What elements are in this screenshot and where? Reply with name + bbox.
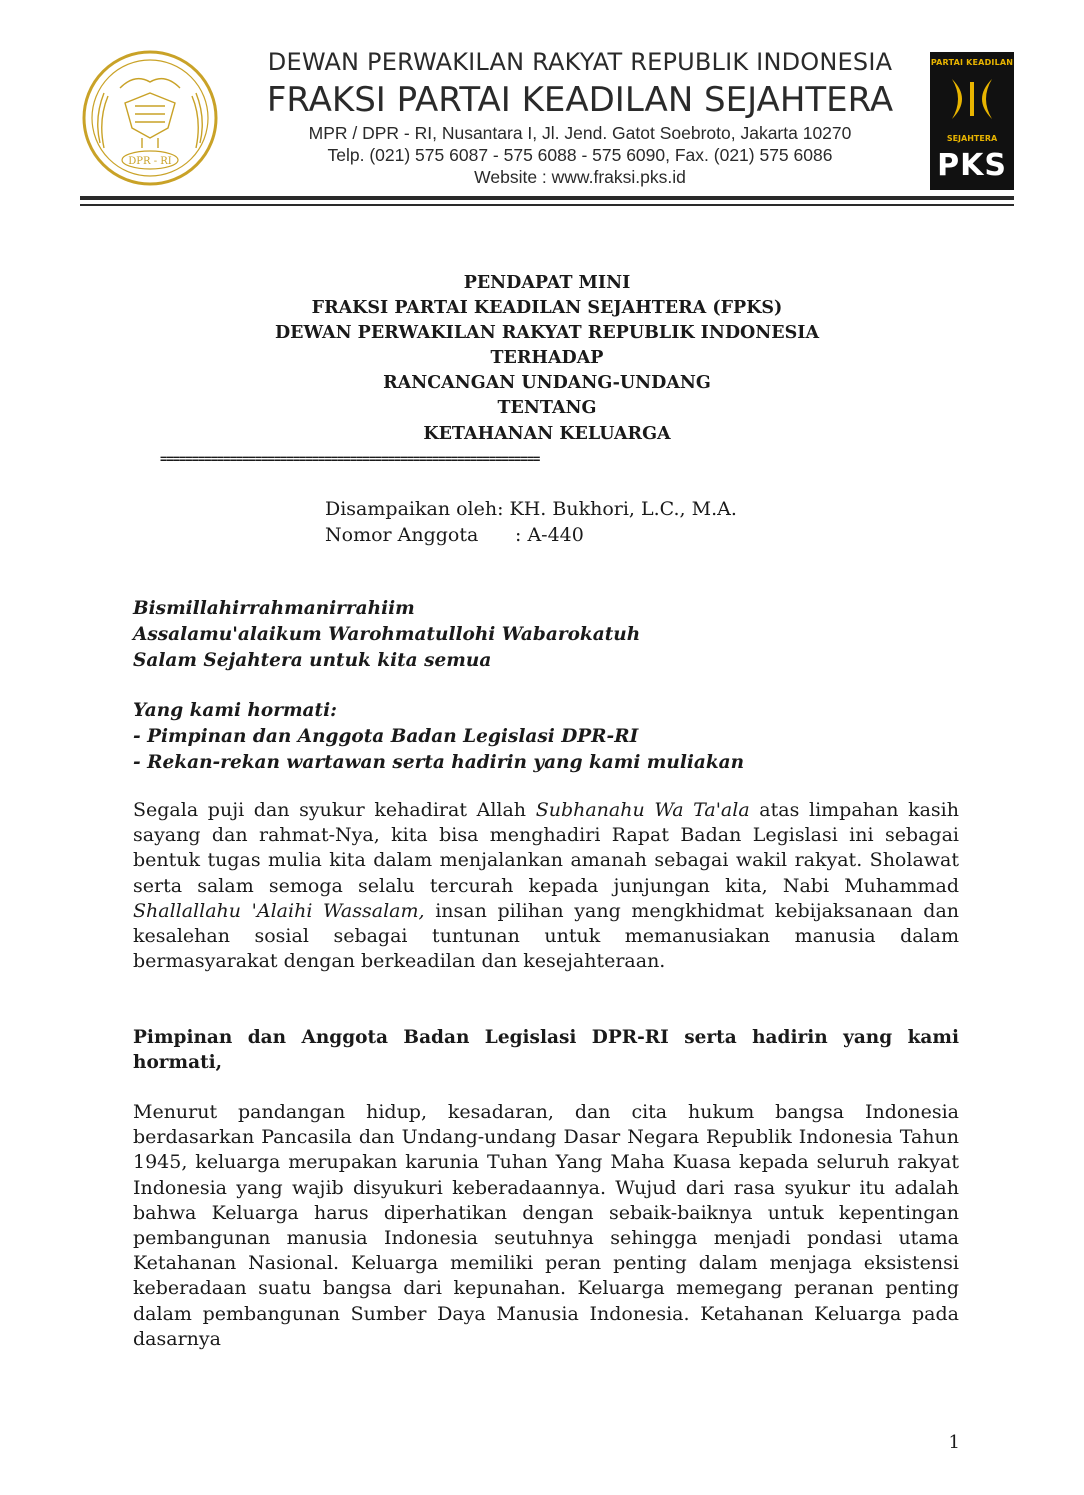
title-line-3: DEWAN PERWAKILAN RAKYAT REPUBLIK INDONESIA [274,323,820,343]
letterhead-institution: DEWAN PERWAKILAN RAKYAT REPUBLIK INDONESIA [267,48,893,76]
page-number: 1 [948,1432,960,1453]
opening-text-c: insan pilihan yang mengkhidmat kebijaksanaan dan kesalehan sosial sebagai tuntunan untuk memanusiakan manusia dalam bermasyarakat dengan berkeadilan dan kesejahteraan. [133,899,960,973]
letterhead-website: Website : www.fraksi.pks.id [474,167,686,187]
member-number-row [325,524,584,546]
pks-crescent-icon [942,74,1002,124]
opening-italic-b: Shallallahu 'Alaihi Wassalam, [133,899,425,922]
title-line-6: TENTANG [497,398,597,418]
respect-item-1: - Pimpinan dan Anggota Badan Legislasi DPR-RI [133,726,639,747]
letterhead-phone: Telp. (021) 575 6087 - 575 6088 - 575 6090, Fax. (021) 575 6086 [327,145,833,165]
title-line-4: TERHADAP [490,348,604,368]
title-line-1: PENDAPAT MINI [463,273,631,293]
opening-text-b: atas limpahan kasih sayang dan rahmat-Nya, kita bisa menghadiri Rapat Badan Legislasi ini sebagai bentuk tugas mulia kita dalam menjalankan amanah sebagai wakil rakyat. Sholawat serta salam semoga selalu tercurah kepada junjungan kita, Nabi Muhammad [133,799,959,897]
presenter-label: Disampaikan oleh [325,498,498,520]
pks-logo-big-text: PKS [937,148,1007,183]
emblem-label: DPR - RI [128,156,172,167]
dpr-emblem-logo [80,48,220,188]
body-paragraph: Menurut pandangan hidup, kesadaran, dan cita hukum bangsa Indonesia berdasarkan Pancasila dan Undang-undang Dasar Negara Republik Indonesia Tahun 1945, keluarga merupakan karunia Tuhan Yang Maha Kuasa kepada seluruh rakyat Indonesia yang wajib disyukuri keberadaannya. Wujud dari rasa syukur itu adalah bahwa Keluarga harus diperhatikan dengan sebaik-baiknya untuk kepentingan pembangunan manusia Indonesia seutuhnya sehingga menjadi pondasi utama Ketahanan Nasional. Keluarga memiliki peran penting dalam menjaga eksistensi keberadaan suatu bangsa dari kepunahan. Keluarga memegang peranan penting dalam pembangunan Sumber Daya Manusia Indonesia. Ketahanan Keluarga pada dasarnya [133,1101,959,1350]
presenter-value: : KH. Bukhori, L.C., M.A. [497,498,737,520]
title-separator: ============================================================ [160,452,540,466]
letterhead-rule-thick [80,196,1014,200]
pks-logo-mid-text: SEJAHTERA [946,134,998,143]
greeting-sejahtera: Salam Sejahtera untuk kita semua [133,650,492,671]
pks-logo-top-text: PARTAI KEADILAN [930,58,1014,67]
letterhead-rule-thin [80,204,1014,206]
respect-heading: Yang kami hormati: [133,700,337,721]
title-line-7: KETAHANAN KELUARGA [423,424,671,444]
opening-paragraph [133,798,959,974]
member-number-label: Nomor Anggota [325,524,479,546]
letterhead-faction: FRAKSI PARTAI KEADILAN SEJAHTERA [266,80,894,120]
title-line-2: FRAKSI PARTAI KEADILAN SEJAHTERA (FPKS) [311,298,783,318]
respect-item-2: - Rekan-rekan wartawan serta hadirin yang kami muliakan [133,752,745,773]
opening-text-a: Segala puji dan syukur kehadirat Allah [133,799,536,821]
presenter-row [325,498,737,520]
letterhead-address: MPR / DPR - RI, Nusantara I, Jl. Jend. Gatot Soebroto, Jakarta 10270 [308,123,852,143]
member-number-value: : A-440 [515,524,584,546]
opening-italic-a: Subhanahu Wa Ta'ala [535,799,750,821]
pks-party-logo [930,52,1014,190]
greeting-bismillah: Bismillahirrahmanirrahiim [133,598,415,619]
title-line-5: RANCANGAN UNDANG-UNDANG [383,373,711,393]
section-heading: Pimpinan dan Anggota Badan Legislasi DPR-RI serta hadirin yang kami hormati, [133,1027,959,1073]
greeting-salam: Assalamu'alaikum Warohmatullohi Wabarokatuh [133,624,641,645]
